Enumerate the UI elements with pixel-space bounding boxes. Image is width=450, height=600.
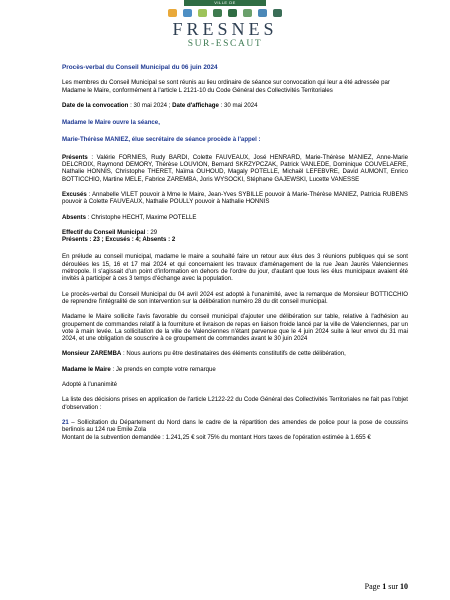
building-icon xyxy=(228,9,237,17)
dates-line xyxy=(62,102,408,109)
adopted-line: Adopté à l'unanimité xyxy=(62,381,118,389)
counts-line: Présents : 23 ; Excusés : 4; Absents : 2 xyxy=(62,236,176,244)
decision-amount: Montant de la subvention demandée : 1.241,25 € soit 75% du montant Hors taxes de l'opération estimée à 1.655 € xyxy=(62,433,371,441)
logo-ribbon xyxy=(184,0,266,6)
logo-icon-row xyxy=(168,9,282,17)
present-label: Présents xyxy=(62,153,88,161)
intro-paragraph: Les membres du Conseil Municipal se sont réunis au lieu ordinaire de séance sur convocation qui leur a été adressée par Madame le Maire, conformément à l'article L 2121-10 du Code Général des Collectivités Territoriales xyxy=(62,79,390,94)
excused-label: Excusés xyxy=(62,190,87,198)
house-icon xyxy=(273,9,282,17)
prelude-paragraph: En prélude au conseil municipal, madame le maire a souhaité faire un retour aux élus des 3 réunions publiques qui se sont déroulées les 15, 16 et 17 mai 2024 et qui concernaient les travaux d'aménagement de la rue Jean Jaurès Valenciennes métropole. Il s'agissait d'un point d'information en dehors de l'ordre du jour, d'autant que tous les élus municipaux avaient été invités à participer à ces 3 temps d'échange avec la population. xyxy=(62,253,408,283)
opening-line: Madame le Maire ouvre la séance, xyxy=(62,119,160,127)
zaremba-remark xyxy=(62,350,408,357)
river-icon xyxy=(258,9,267,17)
town-logo xyxy=(0,0,450,52)
zaremba-label: Monsieur ZAREMBA xyxy=(62,350,122,358)
secretary-line: Marie-Thérèse MANIEZ, élue secrétaire de séance procède à l'appel : xyxy=(62,136,261,144)
absent-list xyxy=(62,214,408,221)
affichage-date: : 30 mai 2024 xyxy=(218,101,258,109)
absent-names: : Christophe HECHT, Maxime POTELLE xyxy=(86,213,197,221)
present-list xyxy=(62,154,408,183)
decision-number: 21 xyxy=(62,418,69,426)
page-word: Page xyxy=(364,582,383,591)
water-icon xyxy=(183,9,192,17)
decisions-list-paragraph: La liste des décisions prises en application de l'article L2122-22 du Code Général des Collectivités Territoriales ne fait pas l'objet d'observation : xyxy=(62,396,408,411)
tree-icon xyxy=(213,9,222,17)
logo-subtitle: SUR-ESCAUT xyxy=(187,39,263,49)
maire-reply xyxy=(62,366,408,373)
maire-text: : Je prends en compte votre remarque xyxy=(110,365,216,373)
sun-icon xyxy=(168,9,177,17)
absent-label: Absents xyxy=(62,213,87,221)
logo-title: FRESNES xyxy=(172,19,278,39)
add-deliberation-paragraph: Madame le Maire sollicite l'avis favorable du conseil municipal d'ajouter une délibération sur table, relative à l'adhésion au groupement de commandes relatif à la fourniture et livraison de repas en liaison froide lancé par la ville de Valenciennes, par un vote à main levée. La sollicitation de la ville de Valenciennes n'étant parvenue que le 4 juin 2024 suite à leur envoi du 31 mai 2024, et une obligation de souscrire à ce groupement de commandes avant le 30 juin 2024 xyxy=(62,313,408,343)
effectif-value: : 29 xyxy=(145,228,158,236)
page-number xyxy=(365,582,408,591)
logo-ribbon-text: VILLE DE xyxy=(214,0,236,5)
field-icon xyxy=(243,9,252,17)
affichage-label: Date d'affichage xyxy=(172,101,219,109)
decision-text: – Sollicitation du Département du Nord dans le cadre de la répartition des amendes de police pour la pose de coussins berlinois au 124 rue Emile Zola xyxy=(62,418,408,434)
document-body xyxy=(62,64,408,441)
effectif-label: Effectif du Conseil Municipal xyxy=(62,228,146,236)
effectif-line xyxy=(62,229,408,236)
pv-adoption-paragraph: Le procès-verbal du Conseil Municipal du 04 avril 2024 est adopté à l'unanimité, avec la remarque de Monsieur BOTTICCHIO de reprendre l'intégralité de son intervention sur la délibération numéro 28 du dit conseil municipal. xyxy=(62,290,408,305)
page-current: 1 xyxy=(382,582,387,591)
convocation-label: Date de la convocation xyxy=(62,101,129,109)
page-of: sur xyxy=(386,582,400,591)
document-title: Procès-verbal du Conseil Municipal du 06 juin 2024 xyxy=(62,64,218,71)
excused-names: : Annabelle VILET pouvoir à Mme le Maire, Jean-Yves SYBILLE pouvoir à Marie-Thérèse MANIEZ, Patricia RUBENS pouvoir à Colette FAUVEAUX, Nathalie POULLY pouvoir à Nathalie HONNIS xyxy=(62,190,408,206)
present-names: : Valérie FORNIES, Rudy BARDI, Colette FAUVEAUX, José HENRARD, Marie-Thérèse MANIEZ, Anne-Marie DELCROIX, Raymond DEMORY, Thérèse LOUVION, Bernard SKRZYPCZAK, Patrick VANLEDE, Dominique COUVELAERE, Nathalie HONNIS, Christophe THERET, Naïma OUHOUD, Magaly POTELLE, Michaël LEFEBVRE, David AUMONT, Enrico BOTTICCHIO, Martine MELE, Fabrice ZAREMBA, Joris WYSOCKI, Stéphane GAJEWSKI, Lucette VANESSE xyxy=(62,153,408,183)
excused-list xyxy=(62,191,408,206)
maire-label: Madame le Maire xyxy=(62,365,111,373)
decision-item xyxy=(62,419,408,434)
leaf-icon xyxy=(198,9,207,17)
page-total: 10 xyxy=(400,582,408,591)
zaremba-text: : Nous aurions pu être destinataires des éléments constitutifs de cette délibération, xyxy=(121,350,346,358)
convocation-date: : 30 mai 2024 ; xyxy=(128,101,173,109)
